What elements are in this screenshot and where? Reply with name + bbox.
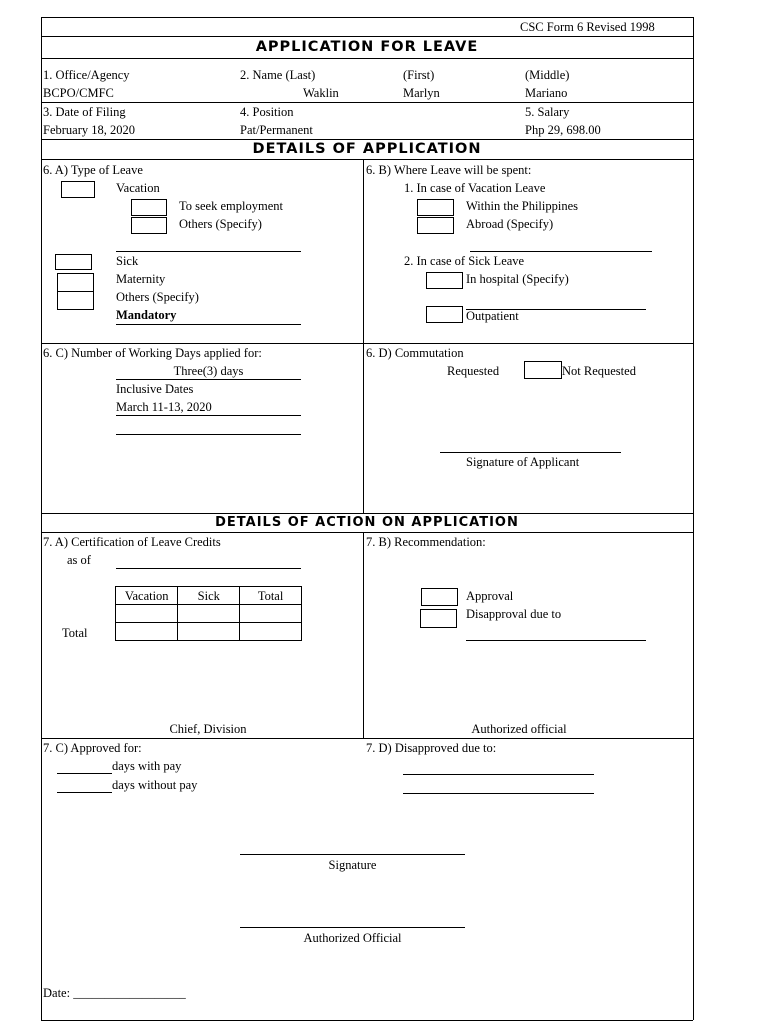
divider-section7-mid — [41, 738, 693, 739]
credits-cell[interactable] — [240, 623, 302, 641]
in-hospital-label: In hospital (Specify) — [466, 272, 569, 286]
applicant-signature-line[interactable] — [440, 452, 621, 453]
position-label: 4. Position — [240, 105, 294, 119]
certification-label: 7. A) Certification of Leave Credits — [43, 535, 221, 549]
working-days-line — [116, 379, 301, 380]
disapproved-line-2[interactable] — [403, 793, 594, 794]
sick-case-label: 2. In case of Sick Leave — [404, 254, 525, 268]
inclusive-dates-line — [116, 415, 301, 416]
others-label: Others (Specify) — [116, 290, 199, 304]
approved-for-label: 7. C) Approved for: — [43, 741, 142, 755]
in-hospital-checkbox[interactable] — [426, 272, 463, 289]
name-last[interactable]: Waklin — [303, 86, 339, 100]
within-ph-checkbox[interactable] — [417, 199, 454, 216]
inclusive-dates-line-2[interactable] — [116, 434, 301, 435]
divider-form-id — [41, 36, 693, 37]
credits-row — [116, 605, 302, 623]
others-checkbox[interactable] — [57, 291, 94, 310]
commutation-label: 6. D) Commutation — [366, 346, 464, 360]
disapproval-checkbox[interactable] — [420, 609, 457, 628]
abroad-line[interactable] — [470, 251, 652, 252]
divider-row1 — [41, 102, 693, 103]
filing-value[interactable]: February 18, 2020 — [43, 123, 135, 137]
maternity-label: Maternity — [116, 272, 166, 286]
office-value[interactable]: BCPO/CMFC — [43, 86, 114, 100]
credits-header-sick: Sick — [178, 587, 240, 605]
vacation-others-checkbox[interactable] — [131, 217, 167, 234]
date-field[interactable]: Date: __________________ — [43, 986, 186, 1000]
vacation-others-label: Others (Specify) — [179, 217, 262, 231]
credits-cell[interactable] — [240, 605, 302, 623]
abroad-label: Abroad (Specify) — [466, 217, 554, 231]
name-first[interactable]: Marlyn — [403, 86, 440, 100]
outpatient-checkbox[interactable] — [426, 306, 463, 323]
name-label: 2. Name (Last) — [240, 68, 316, 82]
details-heading: DETAILS OF APPLICATION — [252, 141, 482, 157]
inclusive-dates-label: Inclusive Dates — [116, 382, 194, 396]
signature-line[interactable] — [240, 854, 465, 855]
frame-right — [693, 17, 694, 1020]
vacation-checkbox[interactable] — [61, 181, 95, 198]
signature-label: Signature — [328, 858, 377, 872]
frame-bottom — [41, 1020, 693, 1021]
chief-division-label: Chief, Division — [169, 722, 247, 736]
inclusive-dates-value[interactable]: March 11-13, 2020 — [116, 400, 212, 414]
credits-table — [115, 586, 302, 641]
column-divider-6 — [363, 159, 364, 513]
type-of-leave-label: 6. A) Type of Leave — [43, 163, 143, 177]
divider-section6-end — [41, 513, 693, 514]
action-heading: DETAILS OF ACTION ON APPLICATION — [215, 515, 519, 530]
divider-section6-mid — [41, 343, 693, 344]
divider-row2 — [41, 139, 693, 140]
disapproval-label: Disapproval due to — [466, 607, 562, 621]
sick-label: Sick — [116, 254, 139, 268]
position-value[interactable]: Pat/Permanent — [240, 123, 313, 137]
approval-checkbox[interactable] — [421, 588, 458, 606]
as-of-label: as of — [67, 553, 91, 567]
others-value-line — [116, 324, 301, 325]
vacation-case-label: 1. In case of Vacation Leave — [404, 181, 546, 195]
middle-label: (Middle) — [525, 68, 570, 82]
where-spent-label: 6. B) Where Leave will be spent: — [366, 163, 532, 177]
seek-employment-label: To seek employment — [179, 199, 283, 213]
credits-total-label: Total — [62, 626, 88, 640]
seek-employment-checkbox[interactable] — [131, 199, 167, 216]
filing-label: 3. Date of Filing — [43, 105, 126, 119]
working-days-label: 6. C) Number of Working Days applied for: — [43, 346, 262, 360]
requested-checkbox[interactable] — [524, 361, 562, 379]
divider-details-heading — [41, 159, 693, 160]
divider-title — [41, 58, 693, 59]
credits-cell[interactable] — [178, 623, 240, 641]
recommendation-label: 7. B) Recommendation: — [366, 535, 486, 549]
final-authorized-official-label: Authorized Official — [303, 931, 402, 945]
requested-label: Requested — [447, 364, 500, 378]
sick-checkbox[interactable] — [55, 254, 92, 270]
credits-header-row — [116, 587, 302, 605]
vacation-others-line[interactable] — [116, 251, 301, 252]
disapproval-reason-line[interactable] — [466, 640, 646, 641]
applicant-signature-label: Signature of Applicant — [466, 455, 580, 469]
form-id: CSC Form 6 Revised 1998 — [520, 20, 655, 34]
others-value[interactable]: Mandatory — [116, 308, 177, 322]
credits-cell[interactable] — [116, 605, 178, 623]
salary-label: 5. Salary — [525, 105, 570, 119]
as-of-line[interactable] — [116, 568, 301, 569]
office-label: 1. Office/Agency — [43, 68, 130, 82]
days-without-pay-label: days without pay — [112, 778, 198, 792]
credits-header-vacation: Vacation — [116, 587, 178, 605]
not-requested-label: Not Requested — [562, 364, 636, 378]
disapproved-label: 7. D) Disapproved due to: — [366, 741, 497, 755]
authorized-official-line[interactable] — [240, 927, 465, 928]
outpatient-label: Outpatient — [466, 309, 519, 323]
days-with-pay-line[interactable] — [57, 773, 112, 774]
working-days-value[interactable]: Three(3) days — [173, 364, 244, 378]
frame-top — [41, 17, 693, 18]
credits-cell[interactable] — [178, 605, 240, 623]
days-without-pay-line[interactable] — [57, 792, 112, 793]
salary-value[interactable]: Php 29, 698.00 — [525, 123, 601, 137]
credits-header-total: Total — [240, 587, 302, 605]
name-middle[interactable]: Mariano — [525, 86, 568, 100]
abroad-checkbox[interactable] — [417, 217, 454, 234]
approval-label: Approval — [466, 589, 514, 603]
credits-total-row — [116, 623, 302, 641]
credits-cell[interactable] — [116, 623, 178, 641]
form-title: APPLICATION FOR LEAVE — [255, 39, 479, 55]
vacation-label: Vacation — [116, 181, 160, 195]
disapproved-line-1[interactable] — [403, 774, 594, 775]
maternity-checkbox[interactable] — [57, 273, 94, 292]
column-divider-7 — [363, 532, 364, 738]
divider-action-heading — [41, 532, 693, 533]
days-with-pay-label: days with pay — [112, 759, 182, 773]
within-ph-label: Within the Philippines — [466, 199, 578, 213]
authorized-official-label: Authorized official — [471, 722, 567, 736]
first-label: (First) — [403, 68, 435, 82]
